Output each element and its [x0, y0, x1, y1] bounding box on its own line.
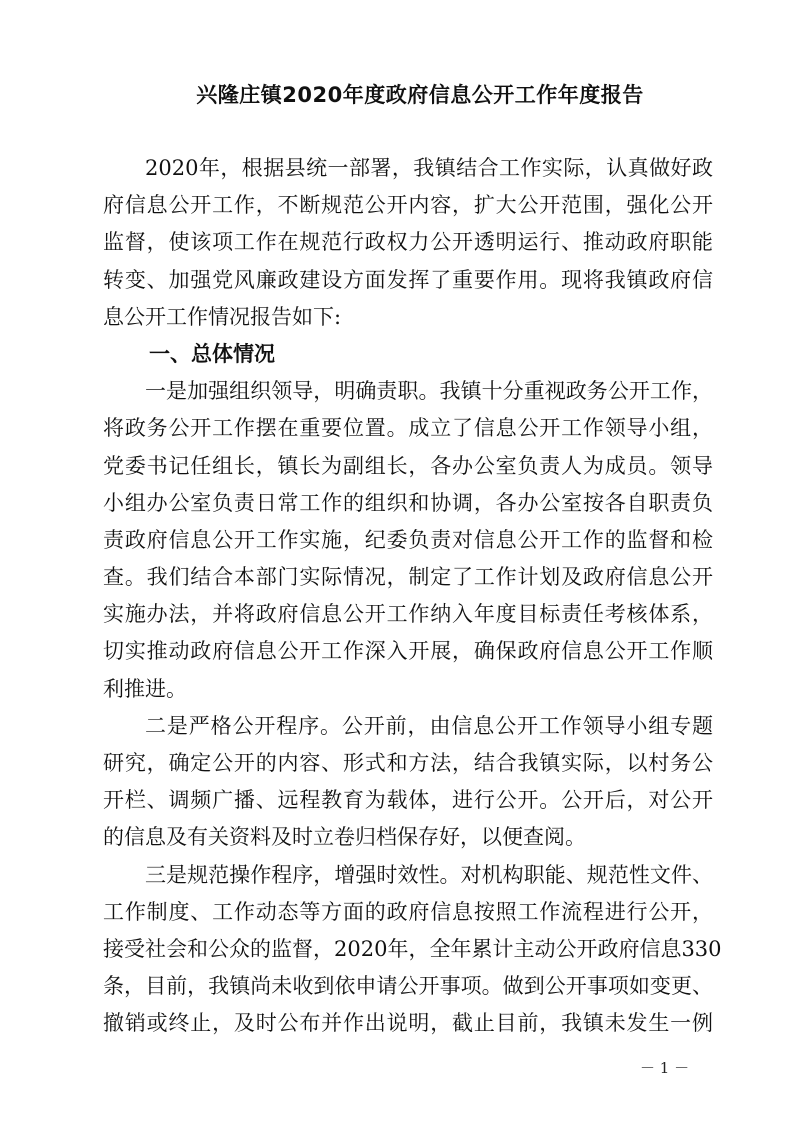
paragraph-line: 实施办法，并将政府信息公开工作纳入年度目标责任考核体系， [103, 602, 713, 627]
paragraph-line: 利推进。 [103, 676, 187, 701]
intro-line: 监督，使该项工作在规范行政权力公开透明运行、推动政府职能 [103, 230, 713, 255]
paragraph-line: 开栏、调频广播、远程教育为载体，进行公开。公开后，对公开 [103, 788, 713, 813]
paragraph-line: 将政务公开工作摆在重要位置。成立了信息公开工作领导小组， [103, 416, 713, 441]
intro-line: 府信息公开工作，不断规范公开内容，扩大公开范围，强化公开 [103, 193, 713, 218]
paragraph-line: 的信息及有关资料及时立卷归档保存好，以便查阅。 [103, 825, 586, 850]
paragraph-line: 责政府信息公开工作实施，纪委负责对信息公开工作的监督和检 [103, 527, 713, 552]
paragraph-line: 撤销或终止，及时公布并作出说明，截止目前，我镇未发生一例 [103, 1011, 713, 1036]
intro-line: 转变、加强党风廉政建设方面发挥了重要作用。现将我镇政府信 [103, 267, 713, 292]
page-number: － 1 － [640, 1059, 690, 1077]
paragraph-line: 条，目前，我镇尚未收到依申请公开事项。做到公开事项如变更、 [103, 974, 713, 999]
intro-line: 2020年，根据县统一部署，我镇结合工作实际，认真做好政 [145, 156, 713, 180]
document-body [103, 150, 722, 1043]
section-heading: 一、总体情况 [149, 341, 275, 366]
paragraph-line: 小组办公室负责日常工作的组织和协调，各办公室按各自职责负 [103, 490, 713, 515]
paragraph-line: 一是加强组织领导，明确责职。我镇十分重视政务公开工作， [145, 379, 713, 404]
paragraph-line: 查。我们结合本部门实际情况，制定了工作计划及政府信息公开 [103, 565, 713, 590]
paragraph-line: 切实推动政府信息公开工作深入开展，确保政府信息公开工作顺 [103, 639, 713, 664]
paragraph-line: 二是严格公开程序。公开前，由信息公开工作领导小组专题 [145, 713, 713, 738]
paragraph-line: 研究，确定公开的内容、形式和方法，结合我镇实际，以村务公 [103, 751, 713, 775]
document-title: 兴隆庄镇2020年度政府信息公开工作年度报告 [196, 83, 644, 107]
intro-line: 息公开工作情况报告如下: [103, 304, 342, 329]
paragraph-line: 党委书记任组长，镇长为副组长，各办公室负责人为成员。领导 [103, 453, 713, 478]
paragraph-line: 三是规范操作程序，增强时效性。对机构职能、规范性文件、 [145, 862, 713, 887]
paragraph-line: 工作制度、工作动态等方面的政府信息按照工作流程进行公开， [103, 899, 713, 924]
paragraph-line: 接受社会和公众的监督，2020年，全年累计主动公开政府信息330 [103, 936, 722, 961]
